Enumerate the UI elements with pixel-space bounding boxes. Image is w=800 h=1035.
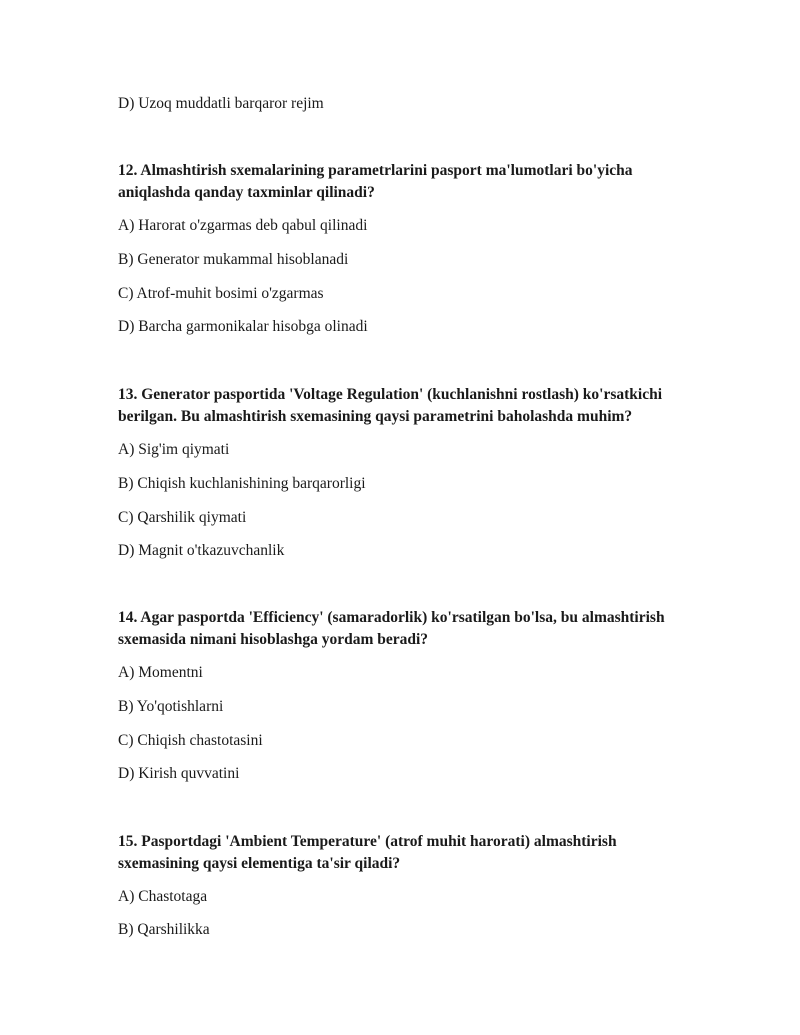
q12-option-a: A) Harorat o'zgarmas deb qabul qilinadi: [118, 217, 368, 234]
q13-option-a: A) Sig'im qiymati: [118, 441, 230, 458]
q12-option-c: C) Atrof-muhit bosimi o'zgarmas: [118, 285, 324, 302]
q12-option-d: D) Barcha garmonikalar hisobga olinadi: [118, 318, 368, 335]
q15-option-a: A) Chastotaga: [118, 888, 208, 905]
q13-option-d: D) Magnit o'tkazuvchanlik: [118, 542, 285, 559]
q14-option-a: A) Momentni: [118, 664, 203, 681]
question-14: 14. Agar pasportda 'Efficiency' (samaradorlik) ko'rsatilgan bo'lsa, bu almashtirish sxemasida nimani hisoblashga yordam beradi?: [118, 609, 665, 648]
q13-option-c: C) Qarshilik qiymati: [118, 509, 247, 526]
question-12: 12. Almashtirish sxemalarining parametrlarini pasport ma'lumotlari bo'yicha aniqlashda qanday taxminlar qilinadi?: [118, 162, 633, 201]
q14-option-d: D) Kirish quvvatini: [118, 765, 240, 782]
prev-option-d: D) Uzoq muddatli barqaror rejim: [118, 95, 324, 112]
question-15: 15. Pasportdagi 'Ambient Temperature' (atrof muhit harorati) almashtirish sxemasining qaysi elementiga ta'sir qiladi?: [118, 833, 617, 872]
q12-option-b: B) Generator mukammal hisoblanadi: [118, 251, 349, 268]
q13-option-b: B) Chiqish kuchlanishining barqarorligi: [118, 475, 366, 492]
question-13: 13. Generator pasportida 'Voltage Regulation' (kuchlanishni rostlash) ko'rsatkichi berilgan. Bu almashtirish sxemasining qaysi parametrini baholashda muhim?: [118, 386, 662, 425]
q14-option-b: B) Yo'qotishlarni: [118, 698, 224, 715]
q15-option-b: B) Qarshilikka: [118, 921, 210, 938]
q14-option-c: C) Chiqish chastotasini: [118, 732, 263, 749]
